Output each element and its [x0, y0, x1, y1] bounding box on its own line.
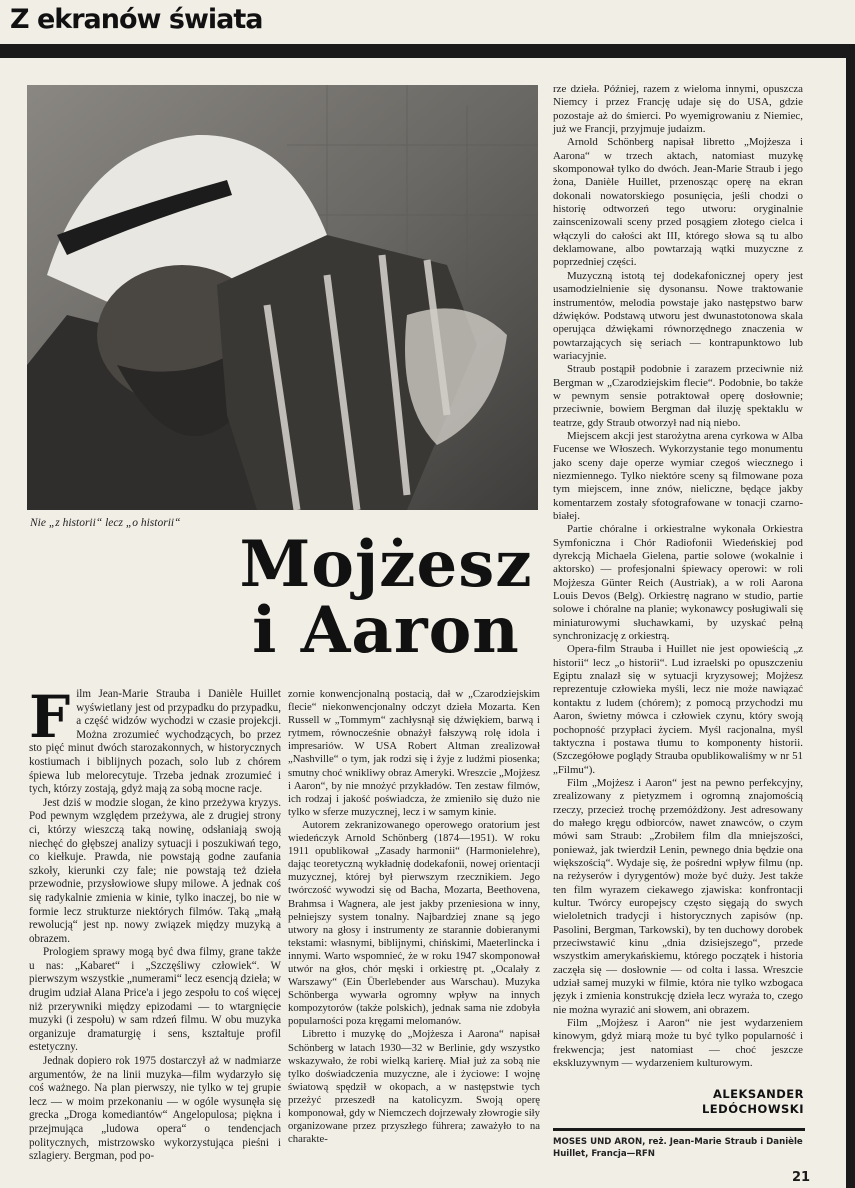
film-still-photo	[27, 85, 538, 510]
right-edge-bar	[846, 44, 855, 1188]
drop-cap: F	[29, 683, 71, 751]
article-column-1	[29, 683, 281, 1164]
lead-text: ilm Jean-Marie Strauba i Danièle Huillet wyświetlany jest od przypadku do przypadku, a część widzów wychodzi w czasie projekcji. Można zrozumieć wychodzących, bo przez sto pięć minut dwóch starozakonnych, w historycznych kostiumach i biblijnych pozach, solo lub z chórem śpiewa lub melorecytuje. Trzeba jednak zrozumieć i tych, którzy zostają, gdyż mają za sobą mocne racje.	[29, 688, 281, 796]
page-number: 21	[792, 1170, 811, 1185]
section-title: Z ekranów świata	[10, 4, 263, 35]
paragraph: zornie konwencjonalną postacią, dał w „Czarodziejskim flecie“ niekonwencjonalny odczyt dzieła Mozarta. Ken Russell w „Tommym“ zachłysnął się dźwiękiem, barwą i rytmem, równocześnie obnażył fałszywą rolę idola i impresariów. W USA Robert Altman zrealizował „Nashville“ o tym, jak rodzi się i żyje z ludźmi piosenka; smutny choć wnikliwy obraz Ameryki. Wreszcie „Mojżesz i Aaron“, by nie mnożyć przykładów. Ten zestaw filmów, ich rodzaj i jakość poświadcza, że zmieniło się dużo nie tylko w sferze muzycznej, lecz i w samym kinie.	[288, 688, 540, 818]
paragraph: Jednak dopiero rok 1975 dostarczył aż w nadmiarze argumentów, że na linii muzyka—film wydarzyło się coś ważnego. Na plan pierwszy, nie tylko w tej grupie lecz — w moim przekonaniu — w ogóle wysunęła się grecka „Droga komediantów“ Angelopulosa; piękna i przejmująca „ludowa opera“ o tendencjach politycznych, mistrzowsko wykorzystująca pieśni i szlagiery. Bergman, pod po-	[29, 1055, 281, 1163]
paragraph: Film „Mojżesz i Aaron“ jest na pewno perfekcyjny, zrealizowany z pietyzmem i ogromną znajomością rzeczy, przecież trochę przemóżdżony. Jest adresowany do małego kręgu odbiorców, nawet znawców, o czym mówi sam Straub: „Zrobiłem film dla mniejszości, ponieważ, jak twierdził Lenin, pewnego dnia będzie ona większością“. Wydaje się, że pośredni wpływ filmu (np. na reżyserów i dyrygentów) może być duży. Jest także ten film wyrazem ciekawego zjawiska: konfrontacji kultur. Twórcy europejscy często sięgają do swych wieloletnich tradycji i historycznych zapisów (np. Pasolini, Bergman, Tarkowski), by ten duchowy dorobek przeciwstawić kinu „dnia dzisiejszego“, przede wszystkim amerykańskiemu, którego początek i historia zaczęła się — dosłownie — od colta i lassa. Wreszcie udział samej muzyki w filmie, która nie tylko wzbogaca język i zmienia konstrukcję dzieła lecz wyraża to, czego nie można wyrazić ani słowem, ani obrazem.	[553, 776, 803, 1016]
article-headline	[236, 527, 536, 668]
paragraph: Opera-film Strauba i Huillet nie jest opowieścią „z historii“ lecz „o historii“. Lud izraelski po opuszczeniu Egiptu znalazł się w sytuacji kryzysowej; Mojżesz reprezentuje człowieka myśli, lecz nie może nawiązać kontaktu z ludem (chórem); z pomocą przychodzi mu Aaron, świetny mówca i człowiek czynu, który swoją pochopność przypłaci życiem. Myśl racjonalna, myśl taktyczna i postawa tłumu to komponenty historii. (Szczegółowe poglądy Strauba opublikowaliśmy w nr 51 „Filmu“).	[553, 643, 803, 776]
headline-line-1: Mojżesz	[239, 527, 533, 602]
paragraph: Jest dziś w modzie slogan, że kino przeżywa kryzys. Pod pewnym względem przeżywa, ale z drugiej strony ci, którzy wieszczą taką nowinę, odsłaniają swoją niechęć do głębszej analizy sytuacji i poszukiwań tego, co kiełkuje. Prawda, nie powstają godne zaufania szkoły, kierunki czy fale; nie powstają też dzieła przewodnie, przysłowiowe słupy milowe. A jednak coś się radykalnie zmienia w kinie, tylko inaczej, bo nie w formie lecz strukturze niektórych filmów. Taką „małą rewolucją“ jest np. nowy związek między muzyką a obrazem.	[29, 796, 281, 945]
paragraph: Straub postąpił podobnie i zarazem przeciwnie niż Bergman w „Czarodziejskim flecie“. Podobnie, bo także w pewnym sensie potraktował operę dosłownie; przeciwnie, bowiem Bergman dał iluzję spektaklu w teatrze, gdy Straub otworzył nad nią niebo.	[553, 363, 803, 429]
paragraph: rze dzieła. Później, razem z wieloma innymi, opuszcza Niemcy i przez Francję udaje się do USA, gdzie pozostaje aż do śmierci. Po wyemigrowaniu z Niemiec, już we Francji, przyjmuje judaizm.	[553, 83, 803, 136]
paragraph: Miejscem akcji jest starożytna arena cyrkowa w Alba Fucense we Włoszech. Wykorzystanie tego monumentu jako sceny daje operze wymiar czegoś wiecznego i niezmiennego. Tylko niektóre sceny są filmowane poza tym miejscem, inne znów, nieliczne, będące jakby komentarzem zostały sfotografowane w tonacji czarno-białej.	[553, 429, 803, 522]
top-rule	[0, 44, 855, 58]
paragraph: Prologiem sprawy mogą być dwa filmy, grane także u nas: „Kabaret“ i „Szczęśliwy człowiek“. W pierwszym wszystkie „numerami“ lecz esencją dzieła; w drugim udział Alana Price'a i jego zespołu to coś więcej niż przerywniki między epizodami — to wtargnięcie muzyki (i zespołu) w sam rdzeń filmu. W obu muzyka organizuje dramaturgię i sens, kształtuje profil estetyczny.	[29, 946, 281, 1054]
paragraph: Arnold Schönberg napisał libretto „Mojżesza i Aarona“ w trzech aktach, natomiast muzykę skomponował tylko do dwóch. Jean-Marie Straub i jego żona, Danièle Huillet, przenosząc operę na ekran dokonali nowatorskiego posunięcia, jeśli chodzi o historię odtworzeń tego utworu: oryginalnie zainscenizowali sceny przed posągiem złotego cielca i włączyli do całości akt III, którego słowa są tu albo deklamowane, albo powtarzają wątki muzyczne z poprzedniej części.	[553, 136, 803, 269]
paragraph: Libretto i muzykę do „Mojżesza i Aarona“ napisał Schönberg w latach 1930—32 w Berlinie, gdy wszystko wskazywało, że robi wielką karierę. Miał już za sobą nie tylko doświadczenia muzyczne, ale i życiowe: I wojnę światową spędził w okopach, a w następstwie tych przeżyć przeszedł na katolicyzm. Swoją operę komponował, gdy w Niemczech dojrzewały złowrogie siły organizowane przez przyszłego führera; zaważyło to na charakte-	[288, 1028, 540, 1146]
headline-line-2: i Aaron	[252, 593, 520, 668]
article-column-3	[553, 83, 803, 1070]
author-last-name: LEDÓCHOWSKI	[701, 1102, 804, 1116]
photo-caption: Nie „z historii“ lecz „o historii“	[30, 517, 181, 529]
film-credits: MOSES UND ARON, reż. Jean-Marie Straub i Danièle Huillet, Francja—RFN	[553, 1137, 803, 1159]
film-still-illustration	[27, 85, 538, 510]
paragraph: Muzyczną istotą tej dodekafonicznej opery jest usamodzielnienie się dysonansu. Nowe traktowanie instrumentów, melodia powstaje jako następstwo barw dźwięków. Podstawą utworu jest dwunastotonowa skala operująca dźwiękami równorzędnego znaczenia w powtarzających się seriach — kontrapunktowo lub wariacyjnie.	[553, 269, 803, 362]
author-first-name: ALEKSANDER	[712, 1087, 804, 1101]
article-column-2	[288, 688, 540, 1146]
credits-rule	[553, 1128, 805, 1131]
author-byline	[680, 1087, 804, 1117]
paragraph	[29, 683, 281, 797]
paragraph: Autorem zekranizowanego operowego oratorium jest wiedeńczyk Arnold Schönberg (1874—1951). W roku 1911 opublikował „Zasady harmonii“ (Harmonielehre), dając teoretyczną wykładnię dodekafonii, nowej orientacji muzycznej, której był pierwszym rzecznikiem. Jego twórczość wywodzi się od Bacha, Mozarta, Beethovena, Brahmsa i Wagnera, ale jest jakby przeniesiona w inny, pełniejszy system tonalny. Najbardziej znane są jego utwory na głosy i instrumenty ze starannie dobieranymi tekstami: własnymi, biblijnymi, chińskimi, Maeterlincka i innymi. Warto wspomnieć, że w roku 1947 skomponował utwór na głos, chór męski i orkiestrę pt. „Ocalały z Warszawy“ (Ein Überlebender aus Warschau). Muzyka Schönberga wywarła ogromny wpływ na innych kompozytorów (także polskich), jednak sama nie zdobyła popularności poza kręgami melomanów.	[288, 818, 540, 1028]
paragraph: Film „Mojżesz i Aaron“ nie jest wydarzeniem kinowym, gdyż miarą może tu być tylko popularność i frekwencja; jest natomiast — choć jeszcze ekskluzywnym — wydarzeniem kulturowym.	[553, 1017, 803, 1070]
paragraph: Partie chóralne i orkiestralne wykonała Orkiestra Symfoniczna i Chór Radiofonii Wiedeńskiej pod dyrekcją Michaela Gielena, partie solowe (wokalnie i aktorsko) — profesjonalni śpiewacy operowi: w roli Mojżesza Günter Reich (Austriak), a w roli Aarona Louis Devos (Belg). Orkiestrę nagrano w studio, partie solowe i chóralne na planie; wykonawcy posługiwali się miniaturowymi słuchawkami, by uzyskać pełną synchronizację z orkiestrą.	[553, 523, 803, 643]
